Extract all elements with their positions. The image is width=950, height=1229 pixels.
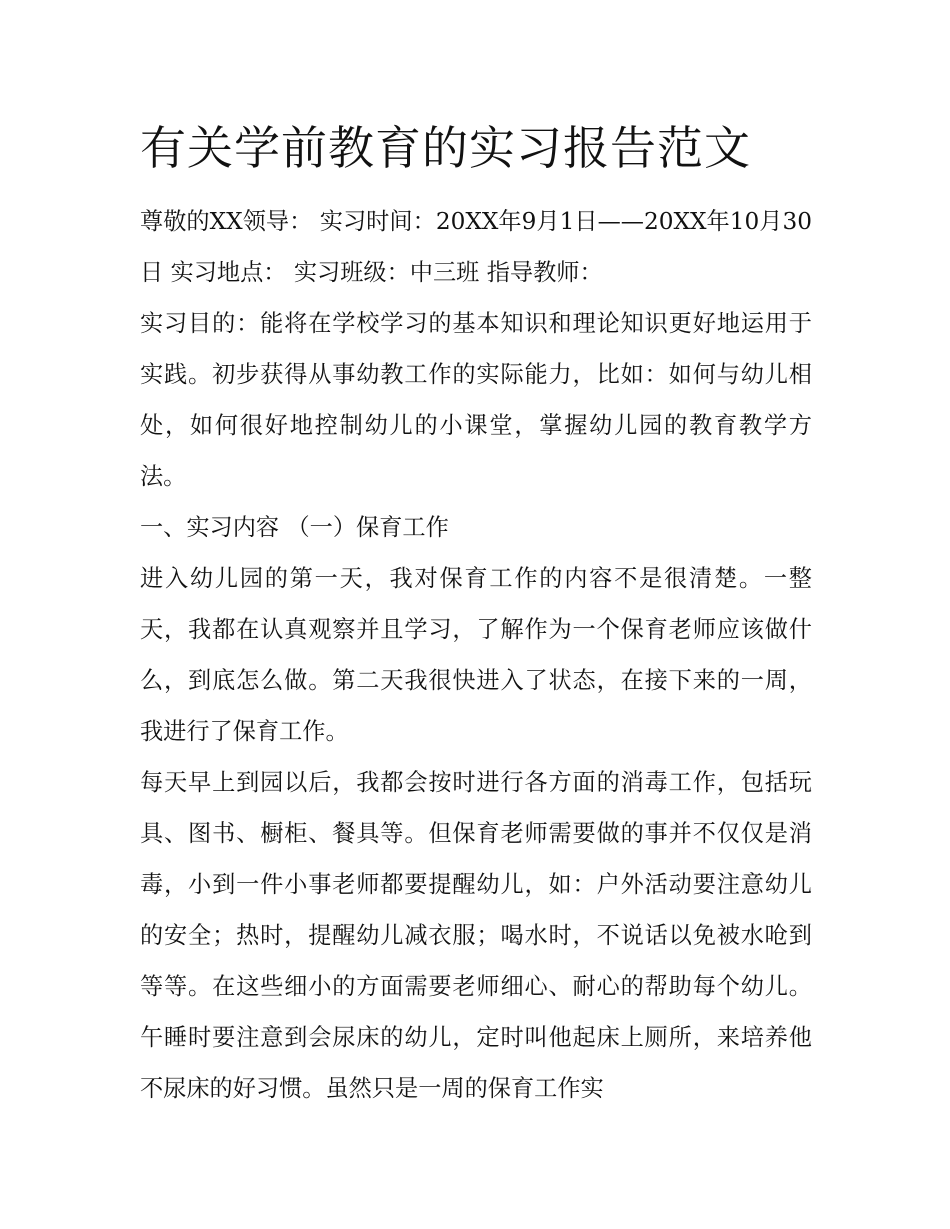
paragraph-purpose: 实习目的：能将在学校学习的基本知识和理论知识更好地运用于实践。初步获得从事幼教工作的实际能力，比如：如何与幼儿相处，如何很好地控制幼儿的小课堂，掌握幼儿园的教育教学方法。 [140,310,812,490]
paragraph-first-day: 进入幼儿园的第一天，我对保育工作的内容不是很清楚。一整天，我都在认真观察并且学习，了解作为一个保育老师应该做什么，到底怎么做。第二天我很快进入了状态，在接下来的一周，我进行了保育工作。 [140,565,812,745]
document-body [140,196,812,1114]
paragraph-daily-work: 每天早上到园以后，我都会按时进行各方面的消毒工作，包括玩具、图书、橱柜、餐具等。但保育老师需要做的事并不仅仅是消毒，小到一件小事老师都要提醒幼儿，如：户外活动要注意幼儿的安全；热时，提醒幼儿减衣服；喝水时，不说话以免被水呛到等等。在这些细小的方面需要老师细心、耐心的帮助每个幼儿。午睡时要注意到会尿床的幼儿，定时叫他起床上厕所，来培养他不尿床的好习惯。虽然只是一周的保育工作实 [140,769,812,1102]
document-title: 有关学前教育的实习报告范文 [140,121,751,175]
paragraph-header-info: 尊敬的XX领导： 实习时间：20XX年9月1日——20XX年10月30日 实习地点： 实习班级：中三班 指导教师： [140,208,812,286]
section-heading-content: 一、实习内容 （一）保育工作 [140,514,449,541]
